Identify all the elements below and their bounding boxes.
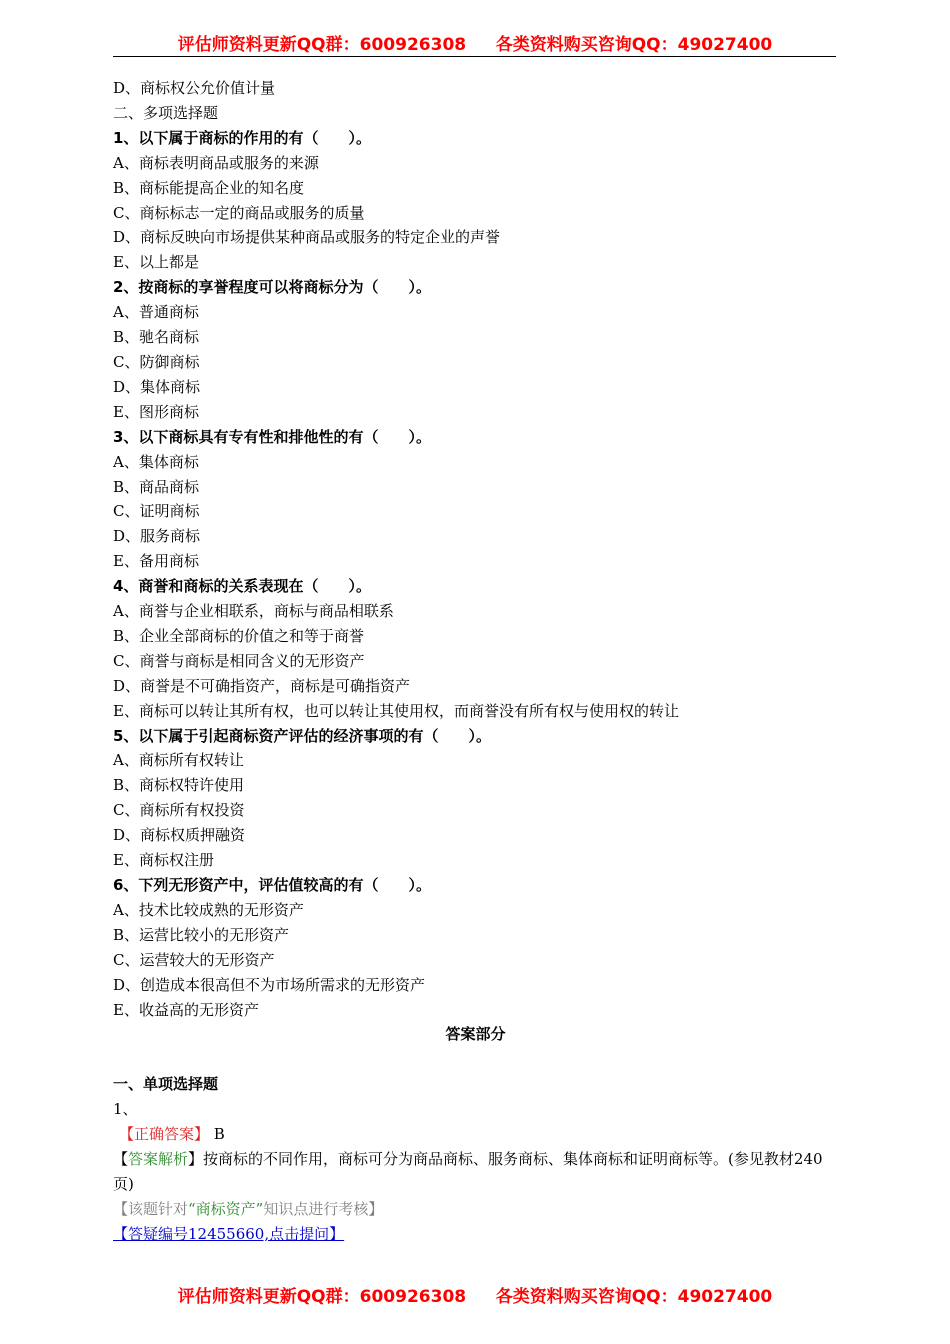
knowledge-topic: “商标资产” [188, 1199, 264, 1218]
question-option: C、商标所有权投资 [113, 801, 245, 820]
question-option: D、商标反映向市场提供某种商品或服务的特定企业的声誉 [113, 228, 501, 247]
question-option: C、防御商标 [113, 352, 200, 371]
question-option: C、运营较大的无形资产 [113, 950, 275, 969]
analysis-bracket-open: 【 [113, 1149, 129, 1168]
prev-option-d: D、商标权公允价值计量 [113, 79, 276, 97]
question-option: A、集体商标 [113, 452, 199, 471]
analysis-bracket-close: 】 [188, 1149, 204, 1168]
question-option: B、企业全部商标的价值之和等于商誉 [113, 626, 365, 645]
question-title: 5、以下属于引起商标资产评估的经济事项的有（ ）。 [113, 726, 491, 745]
header-rule [113, 56, 836, 57]
question-option: D、商誉是不可确指资产，商标是可确指资产 [113, 676, 411, 695]
question-option: A、商誉与企业相联系，商标与商品相联系 [113, 602, 394, 621]
analysis-text: 按商标的不同作用，商标可分为商品商标、服务商标、集体商标和证明商标等。(参见教材240页) [113, 1149, 823, 1193]
question-option: D、集体商标 [113, 377, 201, 396]
question-list [113, 126, 838, 1023]
question-option: B、商品商标 [113, 477, 200, 496]
question-option: B、商标能提高企业的知名度 [113, 178, 305, 197]
question-option: A、技术比较成熟的无形资产 [113, 900, 304, 919]
answer-heading: 答案部分 [445, 1025, 506, 1044]
question-option: E、以上都是 [113, 253, 199, 272]
analysis-label: 答案解析 [128, 1149, 189, 1168]
knowledge-prefix: 【该题针对 [113, 1199, 189, 1218]
question-title: 3、以下商标具有专有性和排他性的有（ ）。 [113, 427, 431, 446]
knowledge-suffix: 知识点进行考核】 [263, 1199, 384, 1218]
banner-left-label: 评估师资料更新QQ群： [177, 35, 360, 55]
question-option: D、商标权质押融资 [113, 826, 246, 845]
question-option: C、商标标志一定的商品或服务的质量 [113, 203, 365, 222]
answer-section-single-choice: 一、单项选择题 [113, 1075, 219, 1094]
question-option: D、创造成本很高但不为市场所需求的无形资产 [113, 975, 426, 994]
question-option: E、图形商标 [113, 402, 199, 421]
question-title: 4、商誉和商标的关系表现在（ ）。 [113, 577, 371, 596]
question-option: E、备用商标 [113, 552, 199, 571]
question-title: 6、下列无形资产中，评估值较高的有（ ）。 [113, 876, 431, 894]
question-option: E、商标可以转让其所有权，也可以转让其使用权，而商誉没有所有权与使用权的转让 [113, 701, 679, 720]
footer-right-label: 各类资料购买咨询QQ： [495, 1287, 678, 1307]
ask-question-link[interactable]: 【答疑编号12455660,点击提问】 [113, 1224, 345, 1243]
banner-right-label: 各类资料购买咨询QQ： [495, 35, 678, 55]
question-option: B、驰名商标 [113, 328, 200, 347]
section-multiple-choice: 二、多项选择题 [113, 103, 219, 122]
correct-answer-value: B [209, 1125, 225, 1144]
banner-left-number: 600926308 [359, 35, 467, 55]
question-option: A、商标所有权转让 [113, 751, 244, 770]
header-banner [0, 35, 950, 55]
ask-question-row [113, 1222, 838, 1247]
question-option: C、商誉与商标是相同含义的无形资产 [113, 651, 365, 670]
question-title: 1、以下属于商标的作用的有（ ）。 [113, 128, 371, 147]
correct-answer-label: 【正确答案】 [119, 1125, 210, 1144]
answer-item-number: 1、 [113, 1100, 138, 1119]
question-option: C、证明商标 [113, 502, 200, 521]
document-body [113, 76, 838, 1247]
question-option: B、商标权特许使用 [113, 776, 245, 795]
footer-left-number: 600926308 [359, 1287, 467, 1307]
question-title: 2、按商标的享誉程度可以将商标分为（ ）。 [113, 278, 431, 297]
knowledge-point [113, 1197, 838, 1222]
footer-left-label: 评估师资料更新QQ群： [177, 1287, 360, 1307]
question-option: D、服务商标 [113, 527, 201, 546]
question-option: E、商标权注册 [113, 851, 214, 870]
answer-analysis [113, 1147, 838, 1197]
banner-right-number: 49027400 [677, 35, 773, 55]
correct-answer [113, 1122, 838, 1147]
question-option: B、运营比较小的无形资产 [113, 925, 290, 944]
question-option: E、收益高的无形资产 [113, 1000, 259, 1019]
question-option: A、普通商标 [113, 303, 199, 322]
question-option: A、商标表明商品或服务的来源 [113, 153, 319, 172]
footer-banner [0, 1287, 950, 1307]
footer-right-number: 49027400 [677, 1287, 773, 1307]
